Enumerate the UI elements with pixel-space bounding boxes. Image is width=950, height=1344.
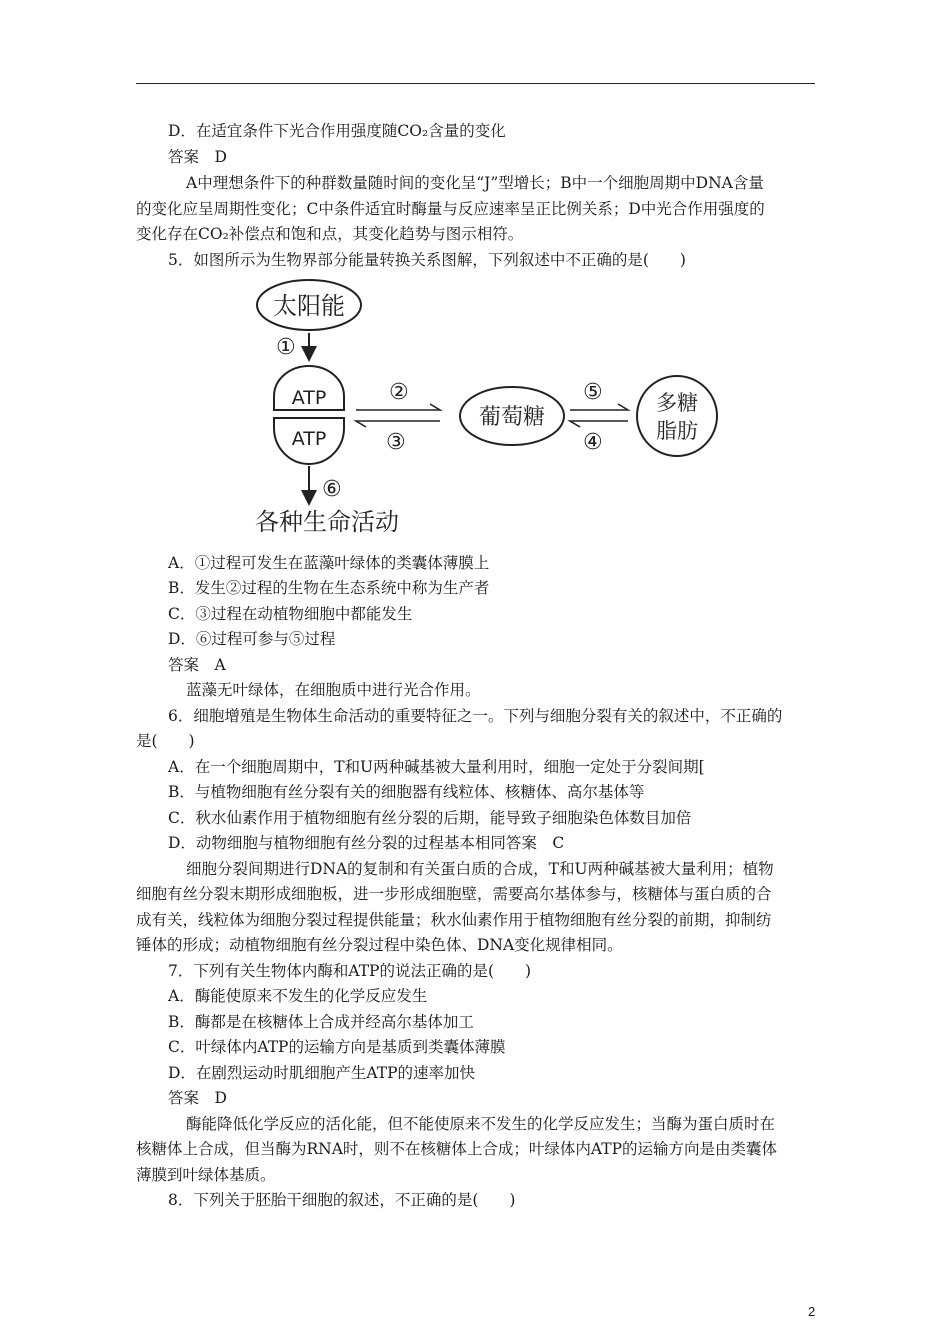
- option-d-q4: D．在适宜条件下光合作用强度随CO₂含量的变化: [168, 122, 506, 140]
- explanation-q6-line3: 成有关，线粒体为细胞分裂过程提供能量；秋水仙素作用于植物细胞有丝分裂的前期，抑制纺: [136, 911, 772, 929]
- option-a-q6: A．在一个细胞周期中，T和U两种碱基被大量利用时，细胞一定处于分裂间期[: [168, 758, 705, 776]
- explanation-q6-line2: 细胞有丝分裂末期形成细胞板，进一步形成细胞壁，需要高尔基体参与，核糖体与蛋白质的合: [136, 885, 772, 903]
- question-7: 7．下列有关生物体内酶和ATP的说法正确的是( ): [168, 962, 532, 980]
- process-4-label: ④: [583, 430, 603, 455]
- explanation-q6-line1: 细胞分裂间期进行DNA的复制和有关蛋白质的合成，T和U两种碱基被大量利用；植物: [186, 860, 774, 878]
- option-a-q5: A．①过程可发生在蓝藻叶绿体的类囊体薄膜上: [168, 554, 490, 572]
- process-1-label: ①: [276, 335, 296, 360]
- option-c-q5: C．③过程在动植物细胞中都能发生: [168, 605, 413, 623]
- option-b-q6: B．与植物细胞有丝分裂有关的细胞器有线粒体、核糖体、高尔基体等: [168, 783, 645, 801]
- option-d-q5: D．⑥过程可参与⑤过程: [168, 630, 336, 648]
- question-8: 8．下列关于胚胎干细胞的叙述，不正确的是( ): [168, 1191, 516, 1209]
- life-activities-label: 各种生命活动: [255, 508, 399, 536]
- explanation-q4-line1: A中理想条件下的种群数量随时间的变化呈“J”型增长；B中一个细胞周期中DNA含量: [186, 174, 764, 192]
- question-5: 5．如图所示为生物界部分能量转换关系图解，下列叙述中不正确的是( ): [168, 251, 686, 269]
- question-6-line1: 6．细胞增殖是生物体生命活动的重要特征之一。下列与细胞分裂有关的叙述中，不正确的: [168, 707, 783, 725]
- atp-bottom-label: ATP: [291, 428, 327, 450]
- option-a-q7: A．酶能使原来不发生的化学反应发生: [168, 987, 428, 1005]
- explanation-q7-line1: 酶能降低化学反应的活化能，但不能使原来不发生的化学反应发生；当酶为蛋白质时在: [186, 1115, 776, 1133]
- explanation-q4-line3: 变化存在CO₂补偿点和饱和点，其变化趋势与图示相符。: [136, 225, 524, 243]
- question-6-line2: 是( ): [136, 732, 195, 750]
- polysaccharide-fat-node: [637, 376, 717, 456]
- option-b-q5: B．发生②过程的生物在生态系统中称为生产者: [168, 579, 490, 597]
- process-2-label: ②: [389, 380, 409, 405]
- sun-energy-label: 太阳能: [273, 292, 345, 320]
- process-5-label: ⑤: [583, 380, 603, 405]
- option-b-q7: B．酶都是在核糖体上合成并经高尔基体加工: [168, 1013, 474, 1031]
- process-3-label: ③: [386, 430, 406, 455]
- polysaccharide-label: 多糖: [656, 391, 698, 415]
- explanation-q5: 蓝藻无叶绿体，在细胞质中进行光合作用。: [186, 681, 481, 699]
- atp-top-label: ATP: [291, 387, 327, 409]
- explanation-q6-line4: 锤体的形成；动植物细胞有丝分裂过程中染色体、DNA变化规律相同。: [136, 936, 623, 954]
- energy-conversion-diagram: [250, 278, 720, 548]
- explanation-q7-line2: 核糖体上合成，但当酶为RNA时，则不在核糖体上合成；叶绿体内ATP的运输方向是由类囊体: [136, 1140, 778, 1158]
- answer-q4: 答案 D: [168, 148, 227, 166]
- option-d-q7: D．在剧烈运动时肌细胞产生ATP的速率加快: [168, 1064, 476, 1082]
- process-6-label: ⑥: [322, 477, 342, 502]
- answer-q5: 答案 A: [168, 656, 226, 674]
- explanation-q4-line2: 的变化应呈周期性变化；C中条件适宜时酶量与反应速率呈正比例关系；D中光合作用强度的: [136, 200, 765, 218]
- explanation-q7-line3: 薄膜到叶绿体基质。: [136, 1166, 276, 1184]
- option-c-q7: C．叶绿体内ATP的运输方向是基质到类囊体薄膜: [168, 1038, 506, 1056]
- option-c-q6: C．秋水仙素作用于植物细胞有丝分裂的后期，能导致子细胞染色体数目加倍: [168, 809, 692, 827]
- glucose-label: 葡萄糖: [478, 405, 546, 430]
- header-rule: [136, 83, 815, 84]
- page-number: 2: [808, 1304, 816, 1319]
- answer-q7: 答案 D: [168, 1089, 227, 1107]
- fat-label: 脂肪: [656, 419, 698, 443]
- option-d-answer-q6: D．动物细胞与植物细胞有丝分裂的过程基本相同答案 C: [168, 834, 565, 852]
